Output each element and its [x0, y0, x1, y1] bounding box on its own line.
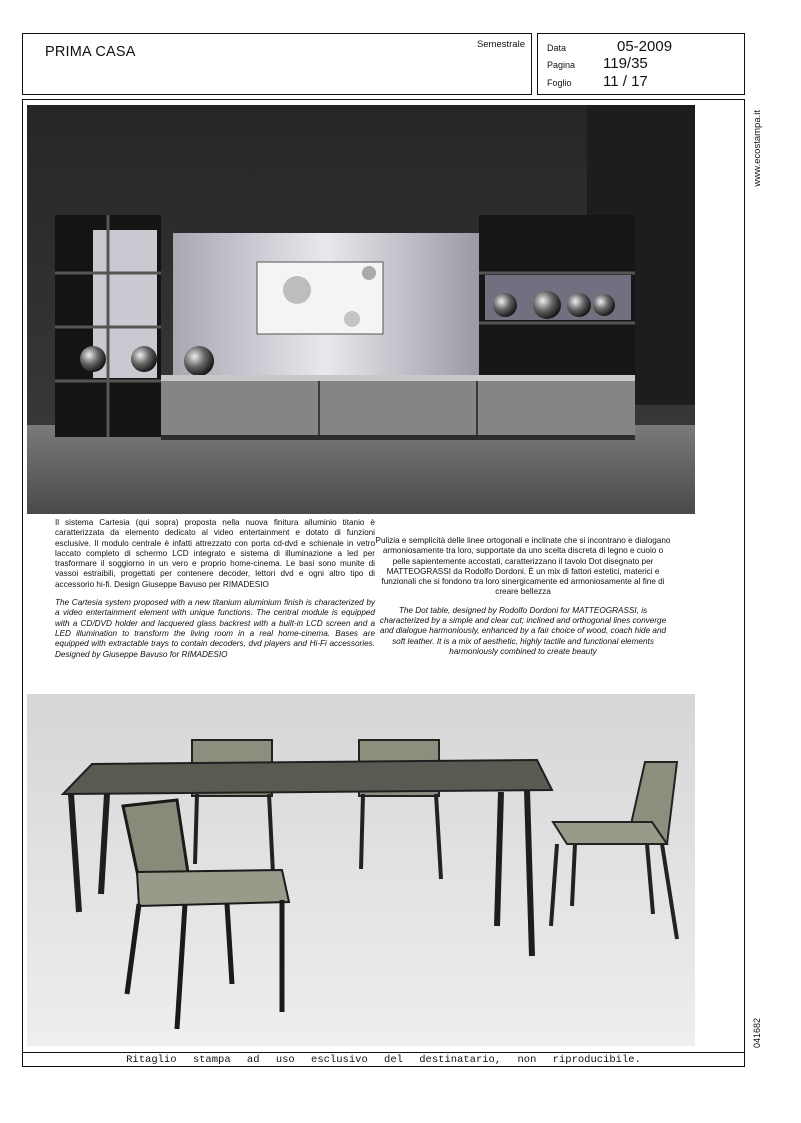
header-publication-box	[22, 33, 532, 95]
cartesia-photo	[27, 105, 695, 514]
dot-table-photo	[27, 694, 695, 1046]
dot-text-en: The Dot table, designed by Rodolfo Dordoni for MATTEOGRASSI, is characterized by a simple and clear cut; inclined and orthogonal lines converge and dialogue harmoniously, enhanced by a fair choice of wood, coach hide and soft leather. It is a mix of aesthetic, highly tactile and functional elements harmoniously combined to create beauty	[379, 605, 667, 656]
header-meta-box	[537, 33, 745, 95]
dot-text-it: Pulizia e semplicità delle linee ortogonali e inclinate che si incontrano e dialogano armoniosamente tra loro, supportate da uno scelta discreta di legno e cuoio o pelle sapientemente accostati, caratterizzano il tavolo Dot disegnato per MATTEOGRASSI da Rodolfo Dordoni. È un mix di fattori estetici, materici e funzionali che si fondono tra loro sinergicamente ed armoniosamente al fine di creare bellezza	[375, 536, 671, 597]
copyright-notice: Ritaglio stampa ad uso esclusivo del destinatario, non riproducibile.	[126, 1054, 641, 1066]
publication-name: PRIMA CASA	[45, 44, 136, 60]
dot-table-description	[375, 536, 671, 665]
sheet-label: Foglio	[547, 78, 572, 88]
page-label: Pagina	[547, 60, 576, 70]
cartesia-text-en: The Cartesia system proposed with a new titanium aluminium finish is characterized by a video entertainment element with unique functions. The central module is equipped with a CD/DVD holder and lacquered glass backrest with a built-in LCD screen and a LED illumination to transform the living room in a real home-cinema. Bases are equipped with extractable trays to contain decoders, dvd players and Hi-Fi accessories. Designed by Giuseppe Bavuso for RIMADESIO	[55, 598, 375, 659]
side-code: 041682	[752, 1018, 762, 1049]
cartesia-text-it: Il sistema Cartesia (qui sopra) proposta nella nuova finitura alluminio titanio è caratterizzata da elemento dedicato al video entertainment e dotato di funzioni esclusive. Il modulo centrale è infatti attrezzato con porta cd-dvd e schienale in vetro laccato completo di schermo LCD integrato e sistema di illuminazione a led per trasformare il soggiorno in un vero e proprio home-cinema. Le basi sono munite di vassoi estraibili, progettati per contenere decoder, lettori dvd e ogni altro tipo di accessorio hi-fi. Design Giuseppe Bavuso per RIMADESIO	[55, 518, 375, 589]
cartesia-description	[55, 518, 375, 668]
date-label: Data	[547, 43, 567, 53]
date-value: 05-2009	[617, 38, 673, 55]
page-row	[547, 54, 737, 72]
sheet-value: 11 / 17	[603, 73, 648, 90]
article-text	[27, 514, 695, 694]
frequency-label: Semestrale	[476, 39, 525, 50]
date-row	[547, 37, 737, 55]
page-value: 119/35	[603, 55, 648, 72]
footer-divider	[22, 1052, 745, 1053]
side-url: www.ecostampa.it	[752, 110, 763, 187]
sheet-row	[547, 72, 737, 90]
